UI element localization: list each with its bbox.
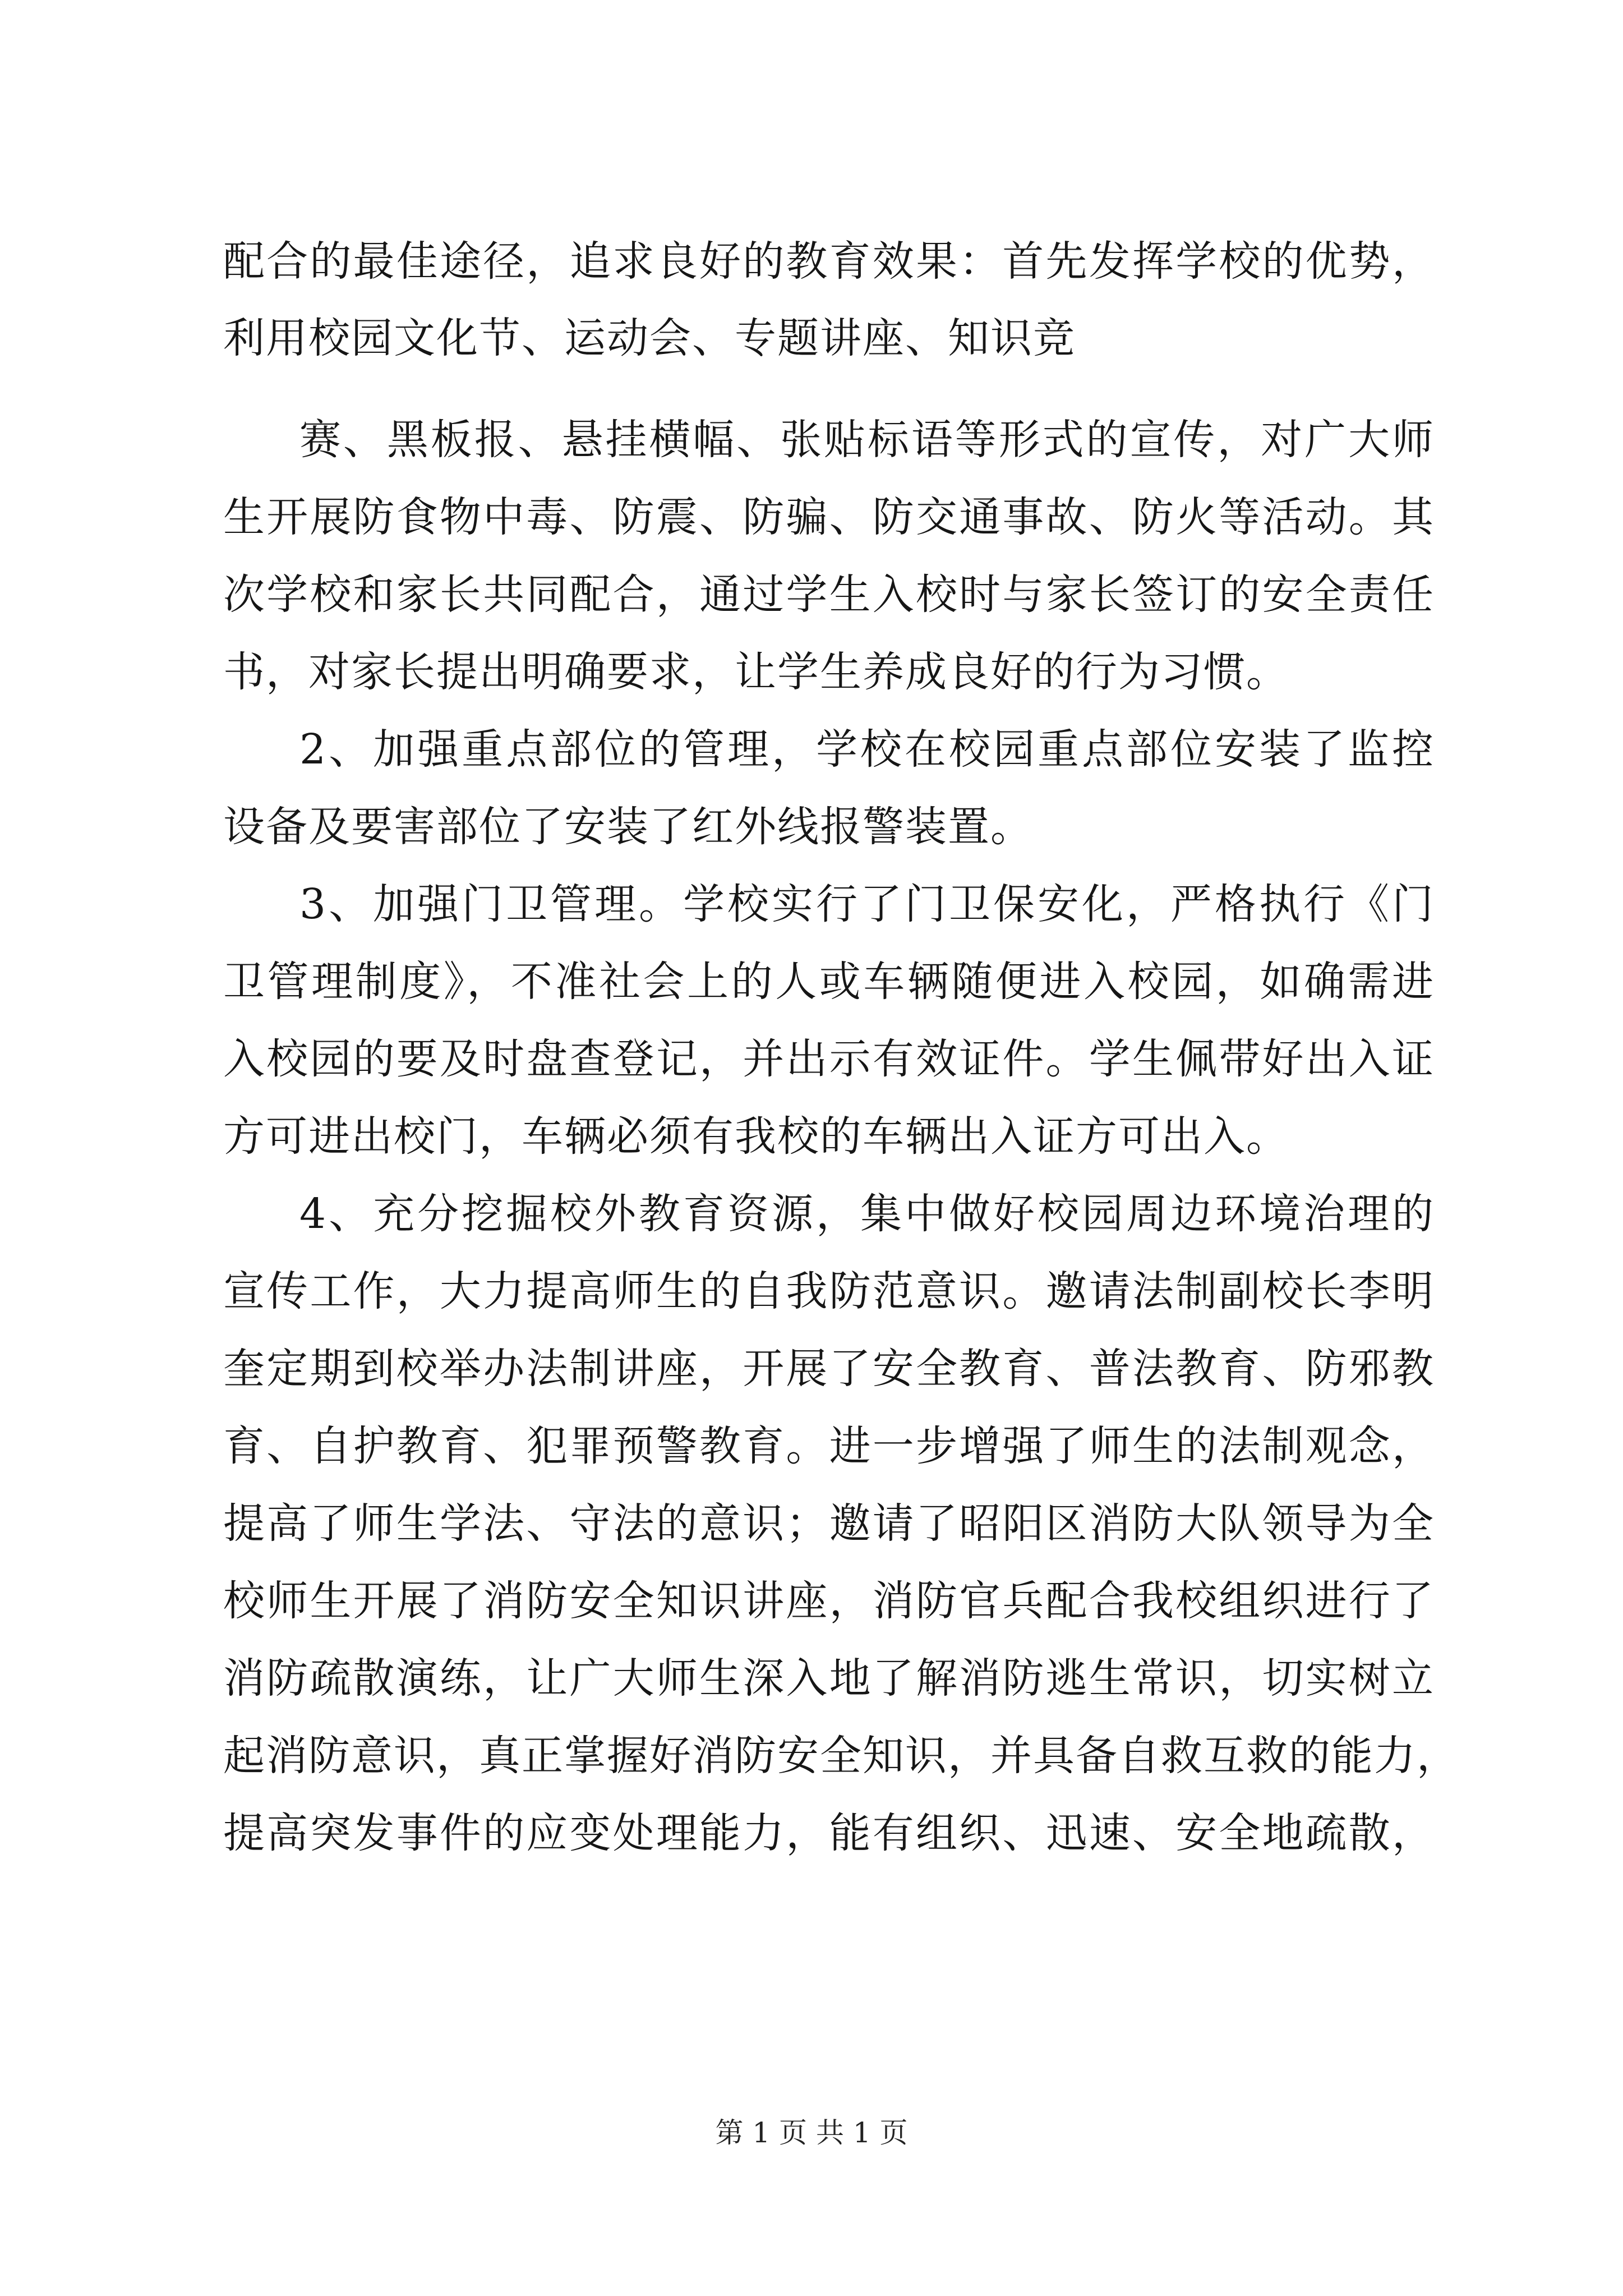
- body-line: 书，对家长提出明确要求，让学生养成良好的行为习惯。: [223, 648, 1289, 696]
- body-line: 方可进出校门，车辆必须有我校的车辆出入证方可出入。: [223, 1112, 1289, 1161]
- body-line: 4、充分挖掘校外教育资源，集中做好校园周边环境治理的: [299, 1190, 1435, 1238]
- body-line: 奎定期到校举办法制讲座，开展了安全教育、普法教育、防邪教: [223, 1345, 1435, 1393]
- body-line: 提高突发事件的应变处理能力，能有组织、迅速、安全地疏散，: [223, 1809, 1435, 1857]
- body-line: 消防疏散演练，让广大师生深入地了解消防逃生常识，切实树立: [223, 1654, 1435, 1703]
- body-line: 卫管理制度》，不准社会上的人或车辆随便进入校园，如确需进: [223, 958, 1435, 1006]
- body-line: 设备及要害部位了安装了红外线报警装置。: [223, 803, 1033, 851]
- body-line: 配合的最佳途径，追求良好的教育效果：首先发挥学校的优势，: [223, 237, 1435, 286]
- body-line: 入校园的要及时盘查登记，并出示有效证件。学生佩带好出入证: [223, 1035, 1435, 1083]
- body-line: 提高了师生学法、守法的意识；邀请了昭阳区消防大队领导为全: [223, 1499, 1435, 1548]
- body-line: 宣传工作，大力提高师生的自我防范意识。邀请法制副校长李明: [223, 1267, 1435, 1315]
- body-line: 起消防意识，真正掌握好消防安全知识，并具备自救互救的能力，: [223, 1732, 1459, 1780]
- page-footer: 第 1 页 共 1 页: [715, 2116, 908, 2149]
- body-line: 校师生开展了消防安全知识讲座，消防官兵配合我校组织进行了: [223, 1577, 1435, 1625]
- body-line: 生开展防食物中毒、防震、防骗、防交通事故、防火等活动。其: [223, 493, 1435, 541]
- body-line: 3、加强门卫管理。学校实行了门卫保安化，严格执行《门: [299, 880, 1435, 928]
- body-line: 赛、黑板报、悬挂横幅、张贴标语等形式的宣传，对广大师: [299, 416, 1435, 464]
- body-line: 2、加强重点部位的管理，学校在校园重点部位安装了监控: [299, 725, 1435, 774]
- body-line: 利用校园文化节、运动会、专题讲座、知识竞: [223, 314, 1076, 362]
- body-line: 育、自护教育、犯罪预警教育。进一步增强了师生的法制观念，: [223, 1422, 1435, 1470]
- body-line: 次学校和家长共同配合，通过学生入校时与家长签订的安全责任: [223, 570, 1435, 619]
